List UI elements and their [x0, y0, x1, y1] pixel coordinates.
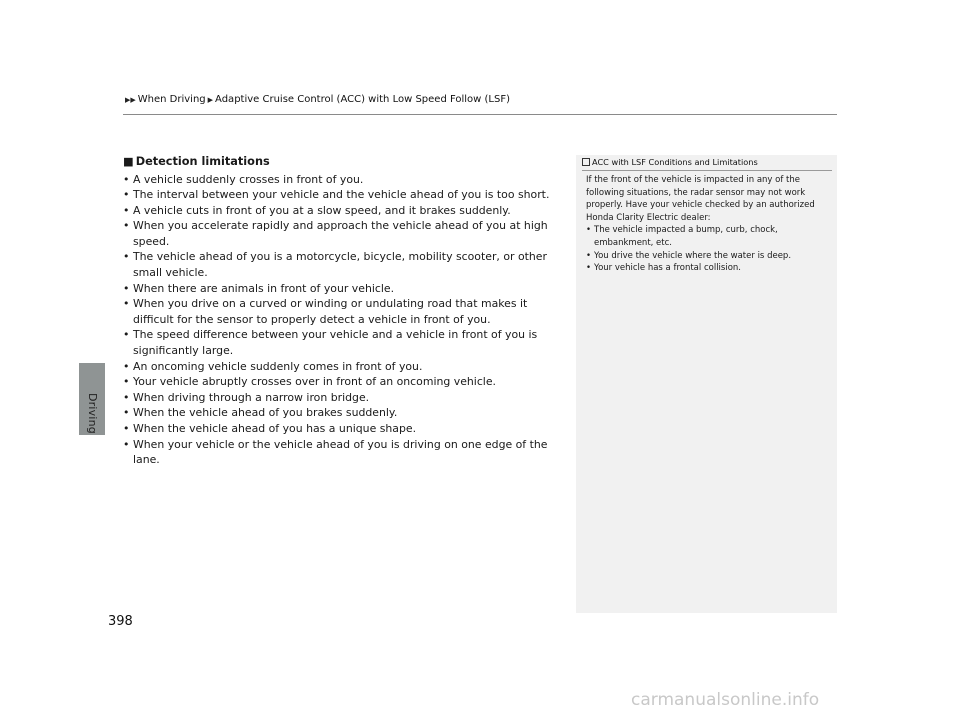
bullet-icon: • — [586, 225, 592, 236]
limitation-item-text: An oncoming vehicle suddenly comes in front of you. — [133, 359, 423, 373]
bullet-icon: • — [123, 188, 130, 202]
bullet-icon: • — [123, 203, 130, 217]
bullet-icon: • — [586, 250, 592, 261]
limitation-item — [123, 296, 568, 327]
note-body — [586, 174, 830, 275]
note-item — [586, 262, 830, 275]
bullet-icon: • — [123, 281, 130, 295]
limitation-item — [123, 218, 568, 249]
note-intro: If the front of the vehicle is impacted in any of the following situations, the radar sensor may not work properly. Have your vehicle checked by an authorized Honda Clarity Electric dealer: — [586, 175, 815, 223]
note-item-text: Your vehicle has a frontal collision. — [594, 263, 741, 274]
bullet-icon: • — [123, 406, 130, 420]
limitation-item-text: The vehicle ahead of you is a motorcycle, bicycle, mobility scooter, or other small vehicle. — [133, 250, 547, 280]
page-number: 398 — [108, 614, 133, 629]
triangle-right-icon: ▶▶ — [125, 95, 136, 104]
bullet-icon: • — [123, 328, 130, 342]
limitation-item — [123, 327, 568, 358]
limitation-item-text: When you drive on a curved or winding or undulating road that makes it difficult for the sensor to properly detect a vehicle in front of you. — [133, 297, 528, 326]
note-list — [586, 224, 830, 274]
bullet-icon: • — [586, 263, 592, 274]
limitation-item-text: When driving through a narrow iron bridge. — [133, 390, 370, 404]
note-item-text: You drive the vehicle where the water is deep. — [594, 250, 792, 261]
limitation-item — [123, 359, 568, 375]
bullet-icon: • — [123, 172, 130, 186]
limitation-item — [123, 281, 568, 297]
breadcrumb-item-when-driving[interactable]: When Driving — [137, 94, 206, 105]
note-item — [586, 224, 830, 249]
main-content — [123, 154, 568, 468]
limitation-item-text: When there are animals in front of your vehicle. — [133, 281, 395, 295]
limitation-item-text: A vehicle suddenly crosses in front of you. — [133, 172, 364, 186]
bullet-icon: • — [123, 422, 130, 435]
breadcrumb — [123, 94, 510, 105]
limitation-item-text: When the vehicle ahead of you brakes suddenly. — [133, 406, 398, 420]
section-heading — [123, 154, 568, 170]
limitation-item-text: When the vehicle ahead of you has a unique shape. — [133, 422, 417, 435]
limitation-item-text: When your vehicle or the vehicle ahead of you is driving on one edge of the lane. — [133, 437, 548, 467]
limitation-item — [123, 421, 568, 437]
limitation-item — [123, 437, 568, 468]
bullet-icon: • — [123, 297, 130, 311]
note-divider — [582, 170, 832, 171]
limitation-item — [123, 390, 568, 406]
limitation-item — [123, 187, 568, 203]
limitation-item-text: Your vehicle abruptly crosses over in front of an oncoming vehicle. — [133, 375, 496, 389]
note-title — [582, 157, 758, 167]
note-title-text: ACC with LSF Conditions and Limitations — [592, 157, 758, 167]
bullet-icon: • — [123, 375, 130, 389]
limitation-item — [123, 203, 568, 219]
triangle-right-icon: ▶ — [207, 95, 214, 104]
limitation-item-text: The interval between your vehicle and the vehicle ahead of you is too short. — [133, 188, 550, 202]
side-note — [576, 155, 837, 613]
bullet-icon: • — [123, 250, 130, 264]
limitations-list — [123, 172, 568, 468]
bullet-icon: • — [123, 390, 130, 404]
reference-icon — [582, 158, 590, 166]
square-bullet-icon: ■ — [123, 155, 134, 168]
watermark: carmanualsonline.info — [631, 690, 820, 710]
note-item-text: The vehicle impacted a bump, curb, chock, embankment, etc. — [594, 225, 778, 248]
bullet-icon: • — [123, 359, 130, 373]
limitation-item — [123, 249, 568, 280]
breadcrumb-item-acc[interactable]: Adaptive Cruise Control (ACC) with Low Speed Follow (LSF) — [215, 94, 510, 105]
note-item — [586, 250, 830, 263]
limitation-item-text: The speed difference between your vehicle and a vehicle in front of you is significantly large. — [133, 328, 538, 358]
limitation-item — [123, 405, 568, 421]
bullet-icon: • — [123, 437, 130, 451]
section-label: Driving — [86, 393, 99, 434]
limitation-item — [123, 172, 568, 188]
section-heading-text: Detection limitations — [135, 155, 270, 168]
limitation-item-text: A vehicle cuts in front of you at a slow speed, and it brakes suddenly. — [133, 203, 511, 217]
limitation-item-text: When you accelerate rapidly and approach the vehicle ahead of you at high speed. — [133, 219, 548, 248]
header-divider — [123, 114, 837, 115]
bullet-icon: • — [123, 219, 130, 233]
limitation-item — [123, 374, 568, 390]
